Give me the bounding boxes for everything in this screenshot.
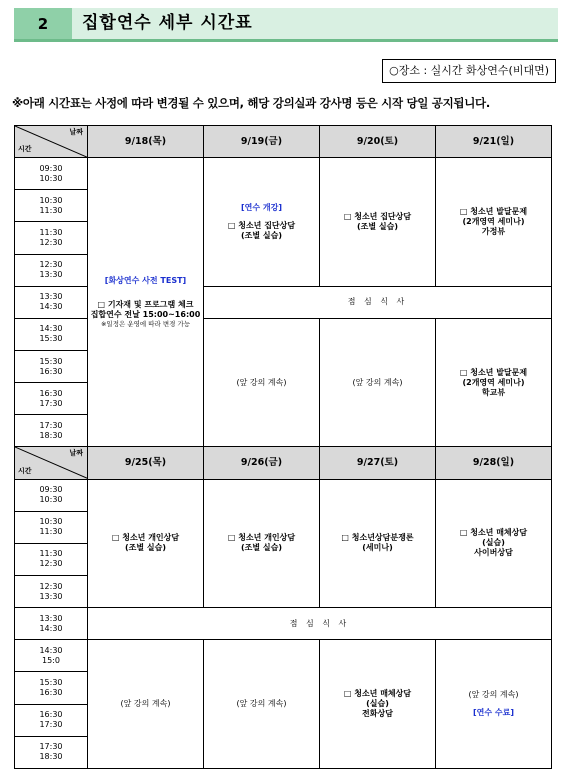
day-header: 9/27(토) <box>320 447 436 479</box>
session-subtitle: (2개영역 세미나) <box>462 216 525 226</box>
corner-time-label: 시간 <box>18 145 32 154</box>
time-slot: 11:30 12:30 <box>15 543 88 575</box>
session-title: □ 청소년 매체상담 <box>343 689 412 699</box>
session-subtitle: (실습) <box>366 699 389 709</box>
page-title: 집합연수 세부 시간표 <box>82 13 253 33</box>
schedule-table <box>14 125 552 769</box>
session-title: □ 청소년 매체상담 <box>459 528 528 538</box>
time-slot: 14:30 15:30 <box>15 318 88 350</box>
time-slot: 15:30 16:30 <box>15 672 88 704</box>
day-header: 9/21(일) <box>436 126 552 158</box>
check-line3: ※일정은 운영에 따라 변경 가능 <box>100 320 191 329</box>
time-slot: 16:30 17:30 <box>15 383 88 415</box>
day-header: 9/18(목) <box>88 126 204 158</box>
week1-fri-pm-cell: (앞 강의 계속) <box>204 318 320 447</box>
session-subtitle: (조별 실습) <box>124 543 166 553</box>
session-title: □ 청소년 개인상담 <box>227 533 296 543</box>
session-detail: 사이버상담 <box>474 548 513 558</box>
time-slot: 17:30 18:30 <box>15 415 88 447</box>
week2-sun-am-cell <box>436 479 552 608</box>
week2-sat-am-cell <box>320 479 436 608</box>
week1-sun-am-cell <box>436 158 552 287</box>
session-detail: 가정뷰 <box>481 226 506 236</box>
corner-date-label: 날짜 <box>69 128 83 136</box>
time-slot: 10:30 11:30 <box>15 190 88 222</box>
venue-box: ○장소 : 실시간 화상연수(비대면) <box>382 59 556 83</box>
week2-fri-pm-cell: (앞 강의 계속) <box>204 640 320 769</box>
session-title: □ 청소년 발달문제 <box>459 367 528 377</box>
time-slot: 17:30 18:30 <box>15 736 88 768</box>
time-slot: 10:30 11:30 <box>15 511 88 543</box>
session-subtitle: (조별 실습) <box>240 543 282 553</box>
session-title: (앞 강의 계속) <box>468 690 519 700</box>
week1-sat-pm-cell: (앞 강의 계속) <box>320 318 436 447</box>
session-title: □ 청소년 개인상담 <box>111 533 180 543</box>
time-slot: 09:30 10:30 <box>15 479 88 511</box>
session-subtitle: (실습) <box>482 538 505 548</box>
session-title: □ 청소년상담분쟁론 <box>341 533 414 543</box>
week2-thu-pm-cell: (앞 강의 계속) <box>88 640 204 769</box>
day-header: 9/26(금) <box>204 447 320 479</box>
session-subtitle: (2개영역 세미나) <box>462 377 525 387</box>
week2-header-row <box>15 447 552 479</box>
course-open-label: [연수 개강] <box>240 202 282 212</box>
session-subtitle: (조별 실습) <box>240 230 282 240</box>
time-slot: 09:30 10:30 <box>15 158 88 190</box>
week1-sat-am-cell <box>320 158 436 287</box>
check-line2: 집합연수 전날 15:00~16:00 <box>90 310 201 320</box>
session-title: □ 청소년 집단상담 <box>227 220 296 230</box>
session-detail: 학교뷰 <box>481 387 506 397</box>
lunch-cell: 점 심 식 사 <box>88 608 552 640</box>
time-slot: 13:30 14:30 <box>15 608 88 640</box>
week1-header-row <box>15 126 552 158</box>
schedule-notice: ※아래 시간표는 사정에 따라 변경될 수 있으며, 해당 강의실과 강사명 등은 시작 당일 공지됩니다. <box>12 96 490 110</box>
time-slot: 14:30 15:0 <box>15 640 88 672</box>
session-subtitle: (세미나) <box>362 543 393 553</box>
session-title: □ 청소년 발달문제 <box>459 206 528 216</box>
time-slot: 12:30 13:30 <box>15 575 88 607</box>
week2-sat-pm-cell <box>320 640 436 769</box>
week2-sun-pm-cell <box>436 640 552 769</box>
session-subtitle: (조별 실습) <box>356 221 398 231</box>
time-slot: 16:30 17:30 <box>15 704 88 736</box>
week2-thu-am-cell <box>88 479 204 608</box>
day-header: 9/28(일) <box>436 447 552 479</box>
course-close-label: [연수 수료] <box>472 708 514 718</box>
check-line1: □ 기자재 및 프로그램 체크 <box>97 300 194 310</box>
week1-thu-cell <box>88 158 204 447</box>
corner-cell <box>15 126 88 158</box>
lunch-cell: 점 심 식 사 <box>204 286 552 318</box>
day-header: 9/19(금) <box>204 126 320 158</box>
section-number: 2 <box>14 8 72 39</box>
day-header: 9/25(목) <box>88 447 204 479</box>
session-title: □ 청소년 집단상담 <box>343 211 412 221</box>
corner-time-label: 시간 <box>18 466 32 475</box>
week1-fri-am-cell <box>204 158 320 287</box>
time-slot: 12:30 13:30 <box>15 254 88 286</box>
corner-cell <box>15 447 88 479</box>
corner-date-label: 날짜 <box>69 449 83 458</box>
section-header <box>14 8 558 42</box>
time-slot: 13:30 14:30 <box>15 286 88 318</box>
test-label: [화상연수 사전 TEST] <box>104 276 187 286</box>
time-slot: 15:30 16:30 <box>15 350 88 382</box>
day-header: 9/20(토) <box>320 126 436 158</box>
session-detail: 전화상담 <box>362 709 393 719</box>
week1-sun-pm-cell <box>436 318 552 447</box>
week2-fri-am-cell <box>204 479 320 608</box>
time-slot: 11:30 12:30 <box>15 222 88 254</box>
